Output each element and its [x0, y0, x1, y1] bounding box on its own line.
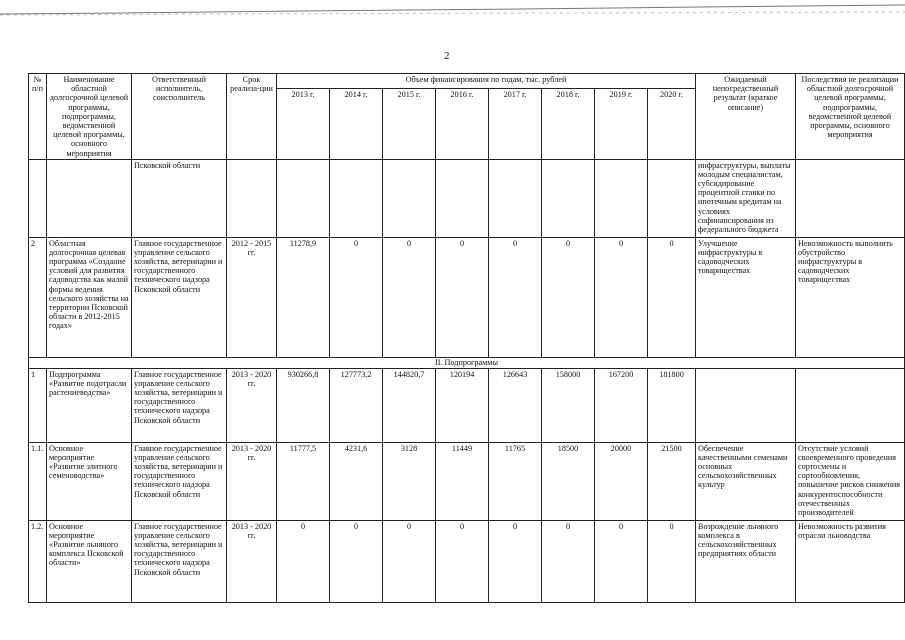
row-term: 2012 - 2015 гг.: [227, 237, 277, 357]
row-value: [383, 159, 436, 237]
table-row: [29, 159, 905, 237]
row-name: Областная долгосрочная целевая программа «Создание условий для развития садоводства как малой формы ведения сельского хозяйства на территории Псковской области в 2012-2015 годах»: [47, 237, 132, 357]
row-result: Обеспечение качественными семенами основных сельскохозяйственных культур: [696, 442, 796, 520]
row-value: 167200: [595, 368, 648, 442]
header-name: Наименование областной долгосрочной целевой программы, подпрограммы, ведомственной целевой программы, основного мероприятия: [47, 74, 132, 160]
row-value: 11765: [489, 442, 542, 520]
row-result: Возрождение льняного комплекса в сельскохозяйственных предприятиях области: [696, 520, 796, 602]
row-value: 158000: [542, 368, 595, 442]
row-value: 0: [436, 520, 489, 602]
header-year: 2014 г.: [330, 89, 383, 159]
row-executor: Главное государственное управление сельского хозяйства, ветеринарии и государственного технического надзора Псковской области: [132, 368, 227, 442]
row-value: 0: [436, 237, 489, 357]
header-year: 2017 г.: [489, 89, 542, 159]
row-consequences: [796, 368, 905, 442]
row-name: Основное мероприятие «Развитие элитного семеноводства»: [47, 442, 132, 520]
row-value: 126643: [489, 368, 542, 442]
row-value: 0: [648, 520, 696, 602]
header-term: Срок реализа-ции: [227, 74, 277, 160]
section-title: II. Подпрограммы: [29, 357, 905, 368]
table-row: [29, 368, 905, 442]
header-row-1: [29, 74, 905, 89]
header-executor: Ответственный исполнитель, соисполнитель: [132, 74, 227, 160]
funding-table-wrapper: [28, 73, 905, 603]
row-value: 0: [330, 520, 383, 602]
row-value: 0: [542, 237, 595, 357]
row-value: [489, 159, 542, 237]
row-term: 2013 - 2020 гг.: [227, 520, 277, 602]
row-consequences: Невозможность выполнить обустройство инфраструктуры в садоводческих товариществах: [796, 237, 905, 357]
row-value: 0: [489, 237, 542, 357]
row-value: 0: [595, 520, 648, 602]
row-value: 21500: [648, 442, 696, 520]
row-executor: Главное государственное управление сельского хозяйства, ветеринарии и государственного технического надзора Псковской области: [132, 237, 227, 357]
row-consequences: Невозможность развития отрасли льноводства: [796, 520, 905, 602]
row-value: 0: [383, 237, 436, 357]
row-value: 930266,8: [277, 368, 330, 442]
row-value: 144820,7: [383, 368, 436, 442]
row-num: 1.2.: [29, 520, 47, 602]
row-num: [29, 159, 47, 237]
row-value: [330, 159, 383, 237]
header-year: 2018 г.: [542, 89, 595, 159]
row-value: 0: [595, 237, 648, 357]
row-value: 11449: [436, 442, 489, 520]
row-executor: Главное государственное управление сельского хозяйства, ветеринарии и государственного технического надзора Псковской области: [132, 520, 227, 602]
row-num: 1.1.: [29, 442, 47, 520]
row-consequences: Отсутствие условий своевременного проведения сортосмены и сортообновления, повышение рисков снижения конкурентоспособности отечественных производителей: [796, 442, 905, 520]
header-num: № п/п: [29, 74, 47, 160]
row-value: 0: [330, 237, 383, 357]
row-value: 127773,2: [330, 368, 383, 442]
table-row: [29, 520, 905, 602]
row-name: Основное мероприятие «Развитие льняного комплекса Псковской области»: [47, 520, 132, 602]
row-value: [595, 159, 648, 237]
row-value: 0: [383, 520, 436, 602]
row-value: [277, 159, 330, 237]
header-year: 2013 г.: [277, 89, 330, 159]
row-term: [227, 159, 277, 237]
row-result: инфраструктуры, выплаты молодым специалистам, субсидирование процентной ставки по ипотечным кредитам на условиях софинансирования из федерального бюджета: [696, 159, 796, 237]
row-value: 120194: [436, 368, 489, 442]
scan-edge: [0, 0, 905, 18]
row-value: 11777,5: [277, 442, 330, 520]
header-year: 2019 г.: [595, 89, 648, 159]
row-name: Подпрограмма «Развитие подотрасли растениеводства»: [47, 368, 132, 442]
header-year: 2015 г.: [383, 89, 436, 159]
row-num: 2: [29, 237, 47, 357]
row-value: 4231,6: [330, 442, 383, 520]
row-value: 0: [489, 520, 542, 602]
table-row: [29, 442, 905, 520]
row-value: 0: [277, 520, 330, 602]
header-result: Ожидаемый непосредственный результат (краткое описание): [696, 74, 796, 160]
page-number: 2: [444, 50, 450, 62]
row-value: [542, 159, 595, 237]
row-value: [648, 159, 696, 237]
row-term: 2013 - 2020 гг.: [227, 442, 277, 520]
row-name: [47, 159, 132, 237]
header-year: 2016 г.: [436, 89, 489, 159]
row-value: 11278,9: [277, 237, 330, 357]
row-consequences: [796, 159, 905, 237]
header-year: 2020 г.: [648, 89, 696, 159]
row-value: 181800: [648, 368, 696, 442]
row-value: 20000: [595, 442, 648, 520]
row-value: [436, 159, 489, 237]
funding-table: [28, 73, 905, 603]
row-value: 18500: [542, 442, 595, 520]
section-row: [29, 357, 905, 368]
row-value: 0: [542, 520, 595, 602]
header-consequences: Последствия не реализации областной долгосрочной целевой программы, подпрограммы, ведомственной целевой программы, основного мероприятия: [796, 74, 905, 160]
row-num: 1: [29, 368, 47, 442]
row-value: 3128: [383, 442, 436, 520]
header-funding: Объем финансирования по годам, тыс. рублей: [277, 74, 696, 89]
row-executor: Главное государственное управление сельского хозяйства, ветеринарии и государственного технического надзора Псковской области: [132, 442, 227, 520]
row-executor: Псковской области: [132, 159, 227, 237]
row-term: 2013 - 2020 гг.: [227, 368, 277, 442]
row-result: Улучшение инфраструктуры в садоводческих товариществах: [696, 237, 796, 357]
row-value: 0: [648, 237, 696, 357]
table-row: [29, 237, 905, 357]
row-result: [696, 368, 796, 442]
